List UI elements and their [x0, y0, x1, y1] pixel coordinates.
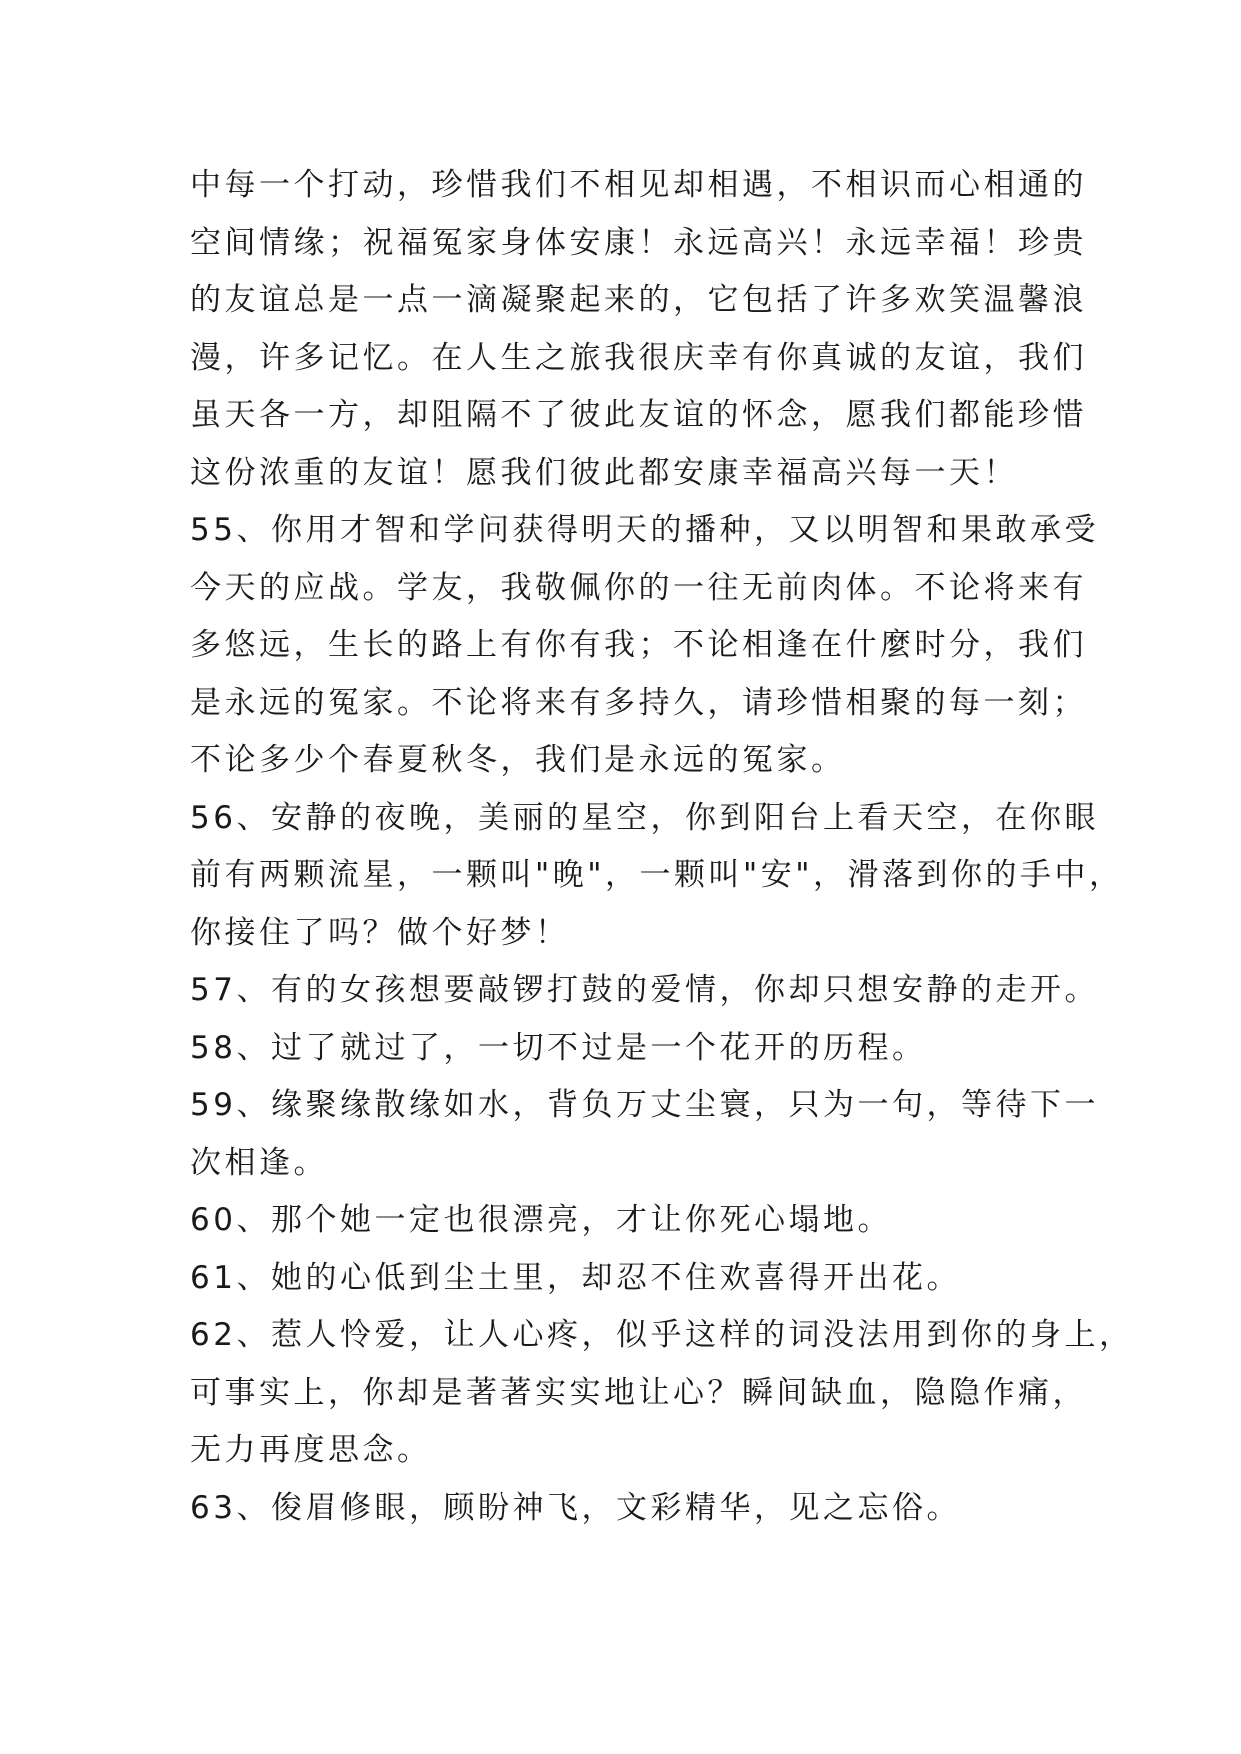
text-line: 62、惹人怜爱，让人心疼，似乎这样的词没法用到你的身上，	[190, 1317, 1134, 1353]
text-line: 空间情缘；祝福冤家身体安康！永远高兴！永远幸福！珍贵	[190, 224, 1087, 261]
text-line: 55、你用才智和学问获得明天的播种，又以明智和果敢承受	[190, 512, 1099, 548]
text-line: 58、过了就过了，一切不过是一个花开的历程。	[190, 1029, 927, 1066]
document-body	[190, 157, 1134, 1537]
text-line: 这份浓重的友谊！愿我们彼此都安康幸福高兴每一天！	[190, 454, 1018, 491]
text-line: 无力再度思念。	[190, 1432, 432, 1468]
text-line: 漫，许多记忆。在人生之旅我很庆幸有你真诚的友谊，我们	[190, 339, 1087, 376]
text-line: 63、俊眉修眼，顾盼神飞，文彩精华，见之忘俗。	[190, 1489, 961, 1526]
text-line: 今天的应战。学友，我敬佩你的一往无前肉体。不论将来有	[190, 569, 1087, 606]
text-line: 中每一个打动，珍惜我们不相见却相遇，不相识而心相通的	[190, 167, 1087, 203]
text-line: 你接住了吗？做个好梦！	[190, 914, 570, 951]
text-line: 多悠远，生长的路上有你有我；不论相逢在什麼时分，我们	[190, 627, 1087, 663]
text-line: 57、有的女孩想要敲锣打鼓的爱情，你却只想安静的走开。	[190, 972, 1099, 1008]
text-line: 56、安静的夜晚，美丽的星空，你到阳台上看天空，在你眼	[190, 799, 1099, 836]
text-line: 虽天各一方，却阻隔不了彼此友谊的怀念，愿我们都能珍惜	[190, 397, 1087, 433]
text-line: 60、那个她一定也很漂亮，才让你死心塌地。	[190, 1202, 892, 1238]
text-line: 59、缘聚缘散缘如水，背负万丈尘寰，只为一句，等待下一	[190, 1087, 1099, 1123]
text-line: 是永远的冤家。不论将来有多持久，请珍惜相聚的每一刻；	[190, 684, 1087, 721]
text-line: 可事实上，你却是著著实实地让心？瞬间缺血，隐隐作痛，	[190, 1374, 1087, 1411]
text-line: 61、她的心低到尘土里，却忍不住欢喜得开出花。	[190, 1259, 961, 1296]
text-line: 不论多少个春夏秋冬，我们是永远的冤家。	[190, 742, 846, 778]
text-line: 次相逢。	[190, 1144, 328, 1181]
text-line: 的友谊总是一点一滴凝聚起来的，它包括了许多欢笑温馨浪	[190, 282, 1087, 318]
text-line: 前有两颗流星，一颗叫"晚"，一颗叫"安"，滑落到你的手中，	[190, 857, 1124, 893]
